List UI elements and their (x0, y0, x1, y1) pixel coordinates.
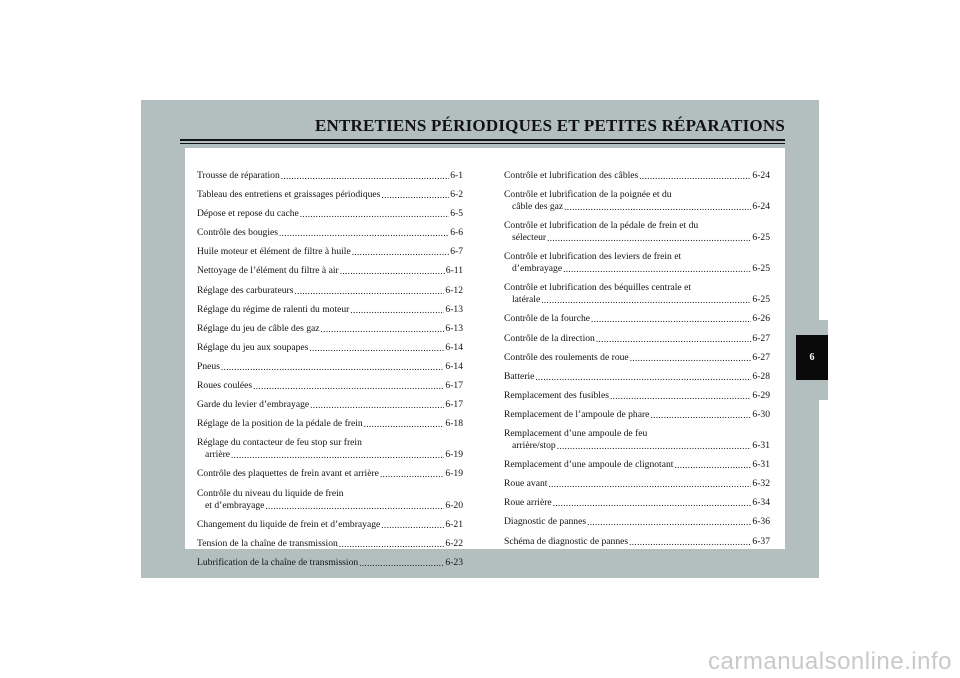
toc-leader-dots (547, 232, 751, 244)
toc-entry[interactable] (504, 497, 770, 509)
toc-entry-line (504, 251, 770, 263)
toc-leader-dots (359, 557, 444, 569)
toc-entry-title: câble des gaz (512, 201, 564, 213)
toc-entry-title: Contrôle du niveau du liquide de frein (197, 487, 344, 499)
toc-entry[interactable] (504, 282, 770, 306)
toc-entry-line (504, 294, 770, 306)
toc-entry-line (504, 459, 770, 471)
toc-entry-line (504, 478, 770, 490)
toc-entry-line (504, 263, 770, 275)
toc-entry[interactable] (197, 468, 463, 480)
toc-entry[interactable] (504, 313, 770, 325)
toc-entry[interactable] (504, 478, 770, 490)
toc-entry-title: Réglage de la position de la pédale de frein (197, 418, 363, 430)
toc-leader-dots (253, 380, 444, 392)
toc-entry[interactable] (197, 557, 463, 569)
toc-entry-title: Remplacement de l’ampoule de phare (504, 408, 650, 420)
toc-leader-dots (587, 516, 751, 528)
toc-leader-dots (541, 294, 751, 306)
toc-leader-dots (564, 201, 751, 213)
toc-entry-line (197, 449, 463, 461)
toc-entry-title: Batterie (504, 370, 535, 382)
toc-leader-dots (548, 478, 751, 490)
toc-entry-title: Contrôle et lubrification de la poignée et du (504, 189, 672, 201)
toc-leader-dots (381, 519, 444, 531)
toc-entry[interactable] (197, 285, 463, 297)
toc-entry[interactable] (197, 246, 463, 258)
toc-entry-line (504, 390, 770, 402)
toc-entry-title: arrière (205, 449, 231, 461)
toc-entry-title: Contrôle et lubrification des câbles (504, 170, 639, 181)
toc-page-number: 6-21 (445, 518, 463, 530)
toc-page-number: 6-32 (752, 478, 770, 490)
toc-entry[interactable] (197, 380, 463, 392)
toc-entry[interactable] (197, 519, 463, 531)
toc-page-number: 6-36 (752, 516, 770, 528)
toc-entry-title: Garde du levier d’embrayage (197, 399, 310, 411)
toc-entry-title: Réglage du jeu de câble des gaz (197, 322, 320, 334)
toc-entry[interactable] (504, 428, 770, 452)
toc-page-number: 6-17 (445, 380, 463, 392)
toc-entry[interactable] (504, 409, 770, 421)
toc-page-number: 6-27 (752, 332, 770, 344)
toc-entry-title: Contrôle et lubrification de la pédale de frein et du (504, 220, 699, 232)
toc-page-number: 6-24 (752, 170, 770, 181)
toc-entry-title: Schéma de diagnostic de pannes (504, 535, 629, 547)
toc-entry-line (197, 418, 463, 430)
toc-entry-title: Réglage du contacteur de feu stop sur frein (197, 437, 362, 449)
toc-entry-line (197, 323, 463, 335)
toc-leader-dots (557, 440, 752, 452)
toc-entry-title: Contrôle de la fourche (504, 313, 591, 325)
toc-leader-dots (563, 263, 751, 275)
toc-entry-line (504, 536, 770, 548)
toc-entry[interactable] (504, 352, 770, 364)
toc-page-number: 6-27 (752, 351, 770, 363)
toc-entry-title: Roue avant (504, 478, 548, 490)
toc-entry-line (504, 428, 770, 440)
toc-page-number: 6-12 (445, 284, 463, 296)
toc-page-number: 6-7 (450, 246, 463, 258)
toc-entry-title: Contrôle et lubrification des béquilles centrale et (504, 282, 692, 294)
toc-entry-line (197, 304, 463, 316)
toc-entry-line (197, 437, 463, 449)
toc-entry-line (504, 333, 770, 345)
toc-entry-line (197, 189, 463, 201)
toc-page-number: 6-14 (445, 341, 463, 353)
toc-entry-line (504, 282, 770, 294)
toc-entry-title: sélecteur (512, 232, 547, 244)
toc-leader-dots (265, 500, 444, 512)
toc-entry[interactable] (197, 170, 463, 182)
toc-entry-line (504, 201, 770, 213)
toc-page-number: 6-22 (445, 537, 463, 549)
toc-entry[interactable] (197, 361, 463, 373)
toc-entry[interactable] (197, 538, 463, 550)
toc-entry[interactable] (504, 371, 770, 383)
heading-rule-thin (180, 143, 785, 144)
toc-entry-title: Trousse de réparation (197, 170, 280, 181)
toc-entry-title: Dépose et repose du cache (197, 208, 299, 220)
toc-entry-title: Pneus (197, 360, 220, 372)
toc-entry-title: Remplacement d’une ampoule de feu (504, 428, 648, 440)
toc-entry[interactable] (504, 251, 770, 275)
toc-entry-line (197, 468, 463, 480)
toc-page-number: 6-34 (752, 497, 770, 509)
toc-page-number: 6-6 (450, 227, 463, 239)
toc-leader-dots (381, 189, 449, 201)
toc-entry[interactable] (504, 189, 770, 213)
toc-page-number: 6-24 (752, 201, 770, 213)
toc-leader-dots (310, 399, 444, 411)
toc-right-column (504, 170, 770, 555)
toc-entry-line (504, 440, 770, 452)
toc-page-number: 6-31 (752, 440, 770, 452)
toc-page-number: 6-25 (752, 263, 770, 275)
toc-page-number: 6-28 (752, 370, 770, 382)
toc-entry-title: Contrôle des roulements de roue (504, 351, 629, 363)
toc-entry-line (197, 227, 463, 239)
toc-entry[interactable] (504, 516, 770, 528)
toc-entry[interactable] (504, 220, 770, 244)
heading-rule (180, 139, 785, 141)
toc-entry-line (197, 538, 463, 550)
toc-entry-line (197, 399, 463, 411)
toc-leader-dots (340, 265, 445, 277)
toc-entry-title: Remplacement d’une ampoule de clignotant (504, 459, 674, 471)
toc-entry-line (504, 170, 770, 182)
toc-leader-dots (535, 371, 751, 383)
section-tab-label: 6 (809, 352, 815, 363)
toc-page-number: 6-29 (752, 389, 770, 401)
toc-leader-dots (553, 497, 752, 509)
toc-entry-line (197, 208, 463, 220)
toc-page-number: 6-18 (445, 418, 463, 430)
toc-entry-title: Changement du liquide de frein et d’embrayage (197, 518, 381, 530)
toc-entry[interactable] (197, 304, 463, 316)
toc-page-number: 6-26 (752, 313, 770, 325)
toc-page-number: 6-14 (445, 360, 463, 372)
toc-entry-line (197, 488, 463, 500)
toc-entry[interactable] (197, 227, 463, 239)
toc-leader-dots (352, 246, 449, 258)
toc-leader-dots (281, 170, 449, 182)
toc-entry-line (504, 352, 770, 364)
toc-entry[interactable] (197, 437, 463, 461)
toc-entry[interactable] (197, 323, 463, 335)
toc-page-number: 6-13 (445, 322, 463, 334)
toc-page-number: 6-23 (445, 556, 463, 568)
toc-entry[interactable] (197, 342, 463, 354)
toc-page-number: 6-25 (752, 232, 770, 244)
toc-entry-line (504, 232, 770, 244)
toc-entry-title: Tableau des entretiens et graissages périodiques (197, 189, 381, 201)
toc-entry-line (197, 246, 463, 258)
toc-leader-dots (380, 468, 444, 480)
toc-entry[interactable] (504, 333, 770, 345)
toc-entry-line (197, 380, 463, 392)
toc-entry-title: Contrôle de la direction (504, 332, 595, 344)
toc-leader-dots (630, 352, 752, 364)
toc-entry-line (504, 497, 770, 509)
toc-entry-title: Contrôle et lubrification des leviers de frein et (504, 251, 682, 263)
toc-entry-line (197, 361, 463, 373)
toc-entry-title: Roue arrière (504, 497, 552, 509)
toc-leader-dots (650, 409, 751, 421)
toc-entry-line (197, 170, 463, 182)
toc-leader-dots (591, 313, 751, 325)
toc-entry[interactable] (197, 399, 463, 411)
toc-page-number: 6-5 (450, 208, 463, 220)
toc-page-number: 6-19 (445, 449, 463, 461)
toc-page-number: 6-2 (450, 189, 463, 201)
toc-entry-line (197, 557, 463, 569)
toc-entry-line (504, 220, 770, 232)
toc-entry-line (197, 342, 463, 354)
toc-page-number: 6-37 (752, 535, 770, 547)
toc-leader-dots (350, 304, 444, 316)
toc-entry[interactable] (504, 536, 770, 548)
toc-entry-line (197, 265, 463, 277)
toc-leader-dots (674, 459, 751, 471)
toc-entry-title: arrière/stop (512, 440, 556, 452)
toc-entry[interactable] (197, 488, 463, 512)
toc-leader-dots (639, 170, 751, 182)
toc-page-number: 6-17 (445, 399, 463, 411)
toc-entry-title: et d’embrayage (205, 499, 265, 511)
toc-entry[interactable] (197, 189, 463, 201)
toc-entry-line (504, 409, 770, 421)
toc-leader-dots (321, 323, 445, 335)
toc-left-column (197, 170, 463, 576)
toc-entry-title: Roues coulées (197, 380, 253, 392)
toc-page-number: 6-1 (450, 170, 463, 181)
toc-entry-line (504, 189, 770, 201)
toc-leader-dots (309, 342, 444, 354)
toc-entry[interactable] (197, 208, 463, 220)
toc-entry-line (504, 516, 770, 528)
toc-leader-dots (629, 536, 751, 548)
toc-entry-title: Contrôle des bougies (197, 227, 279, 239)
toc-entry-line (197, 519, 463, 531)
toc-page-number: 6-30 (752, 408, 770, 420)
toc-leader-dots (610, 390, 751, 402)
toc-entry-title: Réglage du régime de ralenti du moteur (197, 303, 350, 315)
toc-entry-title: Nettoyage de l’élément du filtre à air (197, 265, 339, 277)
toc-entry-title: Réglage des carburateurs (197, 284, 294, 296)
toc-leader-dots (231, 449, 444, 461)
toc-leader-dots (221, 361, 444, 373)
toc-page-number: 6-11 (445, 265, 463, 277)
toc-entry-title: latérale (512, 294, 541, 306)
toc-entry-title: Diagnostic de pannes (504, 516, 587, 528)
watermark: carmanualsonline.info (708, 648, 952, 675)
toc-entry-title: Tension de la chaîne de transmission (197, 537, 338, 549)
toc-entry[interactable] (197, 265, 463, 277)
toc-entry[interactable] (504, 459, 770, 471)
toc-page-number: 6-19 (445, 468, 463, 480)
toc-entry-line (504, 313, 770, 325)
toc-entry[interactable] (197, 418, 463, 430)
toc-entry-title: Lubrification de la chaîne de transmission (197, 556, 359, 568)
toc-entry-line (504, 371, 770, 383)
toc-page-number: 6-31 (752, 459, 770, 471)
toc-page-number: 6-13 (445, 303, 463, 315)
toc-page-number: 6-25 (752, 294, 770, 306)
page-title: ENTRETIENS PÉRIODIQUES ET PETITES RÉPARATIONS (314, 116, 785, 135)
toc-entry-line (197, 500, 463, 512)
toc-leader-dots (279, 227, 449, 239)
section-tab[interactable] (796, 335, 828, 380)
toc-entry-title: Remplacement des fusibles (504, 389, 609, 401)
toc-page-number: 6-20 (445, 499, 463, 511)
toc-leader-dots (364, 418, 445, 430)
toc-entry-title: d’embrayage (512, 263, 563, 275)
toc-entry-title: Contrôle des plaquettes de frein avant et arrière (197, 468, 379, 480)
toc-entry-title: Réglage du jeu aux soupapes (197, 341, 309, 353)
toc-entry[interactable] (504, 170, 770, 182)
toc-leader-dots (339, 538, 445, 550)
toc-entry[interactable] (504, 390, 770, 402)
toc-leader-dots (300, 208, 449, 220)
toc-leader-dots (596, 333, 752, 345)
toc-entry-title: Huile moteur et élément de filtre à huile (197, 246, 351, 258)
toc-leader-dots (294, 285, 444, 297)
toc-entry-line (197, 285, 463, 297)
